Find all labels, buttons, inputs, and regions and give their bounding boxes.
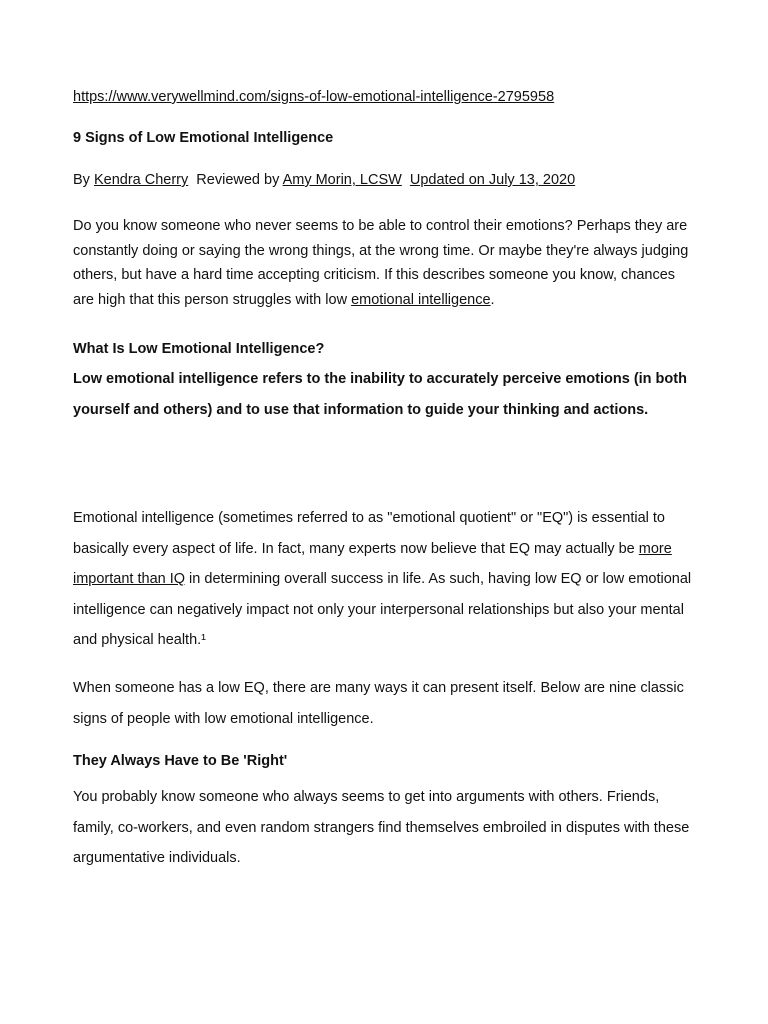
footnote-marker[interactable]: ¹ bbox=[201, 632, 207, 648]
updated-date-link[interactable]: Updated on July 13, 2020 bbox=[409, 172, 576, 188]
eq-paragraph bbox=[73, 503, 703, 656]
author-link[interactable]: Kendra Cherry bbox=[93, 172, 189, 188]
more-important-than-iq-link[interactable]: more important than IQ bbox=[73, 540, 672, 587]
source-url-link[interactable]: https://www.verywellmind.com/signs-of-low-emotional-intelligence-2795958 bbox=[73, 89, 555, 105]
reviewer-link[interactable]: Amy Morin, LCSW bbox=[282, 172, 402, 188]
byline bbox=[73, 172, 575, 188]
intro-text-end: . bbox=[490, 291, 495, 308]
definition-paragraph: Low emotional intelligence refers to the inability to accurately perceive emotions (in both yourself and others) and to use that information to guide your thinking and actions. bbox=[73, 371, 687, 418]
byline-by-prefix: By bbox=[73, 172, 94, 188]
eq-text-end: in determining overall success in life. As such, having low EQ or low emotional intelligence can negatively impact not only your interpersonal relationships but also your mental and physical health. bbox=[73, 571, 692, 648]
article-title: 9 Signs of Low Emotional Intelligence bbox=[73, 130, 334, 146]
always-right-paragraph: You probably know someone who always seems to get into arguments with others. Friends, family, co-workers, and even random strangers find themselves embroiled in disputes with these argumentative individuals. bbox=[73, 789, 690, 866]
eq-text: Emotional intelligence (sometimes referred to as "emotional quotient" or "EQ") is essential to basically every aspect of life. In fact, many experts now believe that EQ may actually be bbox=[73, 510, 666, 557]
signs-intro-paragraph: When someone has a low EQ, there are many ways it can present itself. Below are nine classic signs of people with low emotional intelligence. bbox=[73, 680, 684, 727]
section-heading-what-is: What Is Low Emotional Intelligence? bbox=[73, 341, 325, 357]
byline-reviewed-prefix: Reviewed by bbox=[188, 172, 283, 188]
section-heading-always-right: They Always Have to Be 'Right' bbox=[73, 753, 288, 769]
intro-text: Do you know someone who never seems to be able to control their emotions? Perhaps they are constantly doing or saying the wrong things, at the wrong time. Or maybe they're always judging others, but have a hard time accepting criticism. If this describes someone you know, chances are high that this person struggles with low bbox=[73, 218, 689, 308]
intro-paragraph bbox=[73, 214, 698, 312]
emotional-intelligence-link[interactable]: emotional intelligence bbox=[351, 291, 491, 308]
